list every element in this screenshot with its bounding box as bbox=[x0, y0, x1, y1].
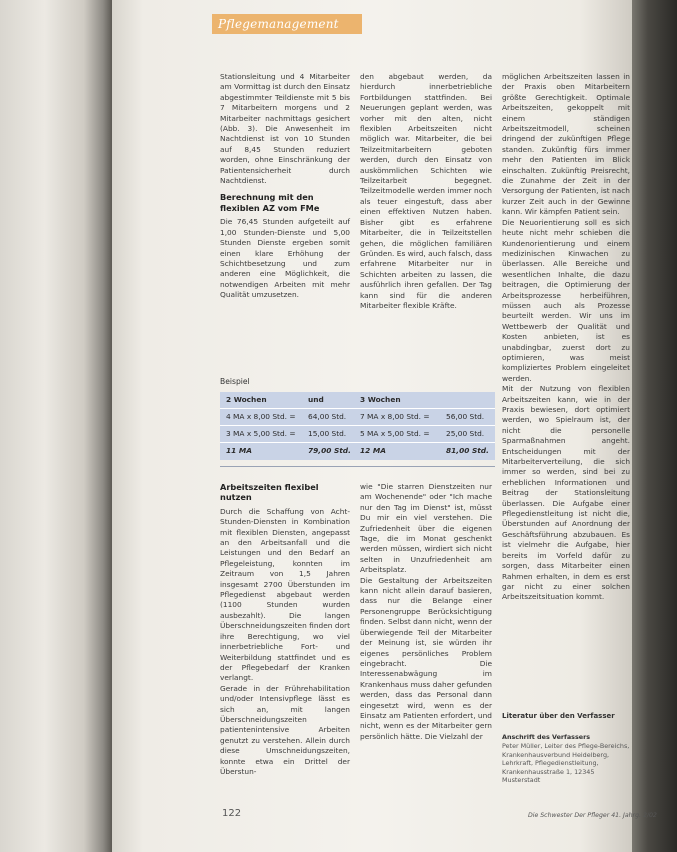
table-cell: 5 MA x 5,00 Std. = bbox=[360, 429, 430, 438]
column-1-lower bbox=[220, 476, 350, 777]
table-cell: 25,00 Std. bbox=[446, 429, 485, 438]
table-row bbox=[220, 409, 495, 426]
paragraph: Die Neuorientierung soll es sich heute nicht mehr schieben die Kundenorientierung und einem medizinischen Kinwachen zu überlassen. Alle Bereiche und wesentlichen Inhalte, die dazu beitragen, die Optimierung der Arbeitsprozesse herbeiführen, müssen auch als Prozesse beurteilt werden. Wir uns im Wettbewerb der Qualität und Kosten anbieten, ist es unabdingbar, zuerst dort zu optimieren, was meist kompliziertes Problem eingeleitet werden. bbox=[502, 217, 630, 383]
column-2-upper bbox=[360, 72, 492, 311]
journal-footer: Die Schwester Der Pfleger 41. Jahrg. 2/02 bbox=[528, 812, 657, 819]
paragraph: Die 76,45 Stunden aufgeteilt auf 1,00 Stunden-Dienste und 5,00 Stunden Dienste ergeben somit einen klare Erhöhung der Schichtbesetzung und zum anderen eine Möglichkeit, die notwendigen Arbeiten mit mehr Qualität umzusetzen. bbox=[220, 217, 350, 300]
table-cell: 56,00 Std. bbox=[446, 412, 485, 421]
table-cell: 3 MA x 5,00 Std. = bbox=[226, 429, 296, 438]
paragraph: Gerade in der Frührehabilitation und/oder Intensivpflege lässt es sich an, mit langen Überschneidungszeiten patientenintensive Arbeiten genutzt zu verstehen. Allein durch diese Umschneidungszeiten, konnte etwa ein Drittel der Überstun- bbox=[220, 683, 350, 776]
column-1-upper bbox=[220, 72, 350, 301]
column-2-lower bbox=[360, 482, 492, 742]
subheading: Arbeitszeiten flexibel nutzen bbox=[220, 482, 319, 503]
page-edge-shadow bbox=[632, 0, 677, 852]
page-number: 122 bbox=[222, 808, 242, 819]
example-table-header-row bbox=[220, 392, 495, 409]
table-cell: 11 MA bbox=[226, 446, 252, 455]
table-cell: 64,00 Std. bbox=[308, 412, 347, 421]
paragraph: wie "Die starren Dienstzeiten nur am Wochenende" oder "Ich mache nur den Tag im Dienst" ist, müsst Du mir ein viel verstehen. Die Zufriedenheit über die eigenen Tage, die im Monat geschenkt werden müssen, wirdiert sich nicht selten in Unzufriedenheit am Arbeitsplatz. bbox=[360, 482, 492, 575]
table-cell: 12 MA bbox=[360, 446, 386, 455]
bio-heading: Anschrift des Verfassers bbox=[502, 733, 591, 741]
subheading: Berechnung mit den flexiblen AZ vom FMe bbox=[220, 192, 320, 213]
table-cell: 7 MA x 8,00 Std. = bbox=[360, 412, 430, 421]
table-header-cell: 3 Wochen bbox=[360, 395, 401, 404]
paragraph: Die Gestaltung der Arbeitszeiten kann nicht allein darauf basieren, dass nur die Belange einer Personengruppe Berücksichtigung finden. Selbst dann nicht, wenn der überwiegende Teil der Mitarbeiter der Meinung ist, sie würden ihr eigenes persönliches Problem eingebracht. Die Interessenabwägung im Krankenhaus muss daher gefunden werden, dass das Personal dann eingesetzt wird, wenn es der Einsatz am Patienten erfordert, und nicht, wenn es der Mitarbeiter gern persönlich hätte. Die Vielzahl der bbox=[360, 575, 492, 741]
table-cell: 15,00 Std. bbox=[308, 429, 347, 438]
table-cell: 4 MA x 8,00 Std. = bbox=[226, 412, 296, 421]
table-row bbox=[220, 426, 495, 443]
paragraph: möglichen Arbeitszeiten lassen in der Praxis oben Mitarbeitern größte Gerechtigkeit. Optimale Arbeitszeiten, gekoppelt mit einem ständigen Arbeitszeitmodell, scheinen dringend der zukünftigen Pflege standen. Zukünftig fürs immer mehr den Patienten im Blick einschalten. Zukünftig Preisrecht, die Zunahme der Zeit in der Versorgung der Patienten, ist nach kurzer Zeit auch in der Gewinne kann. Wir kämpfen Patient sein. bbox=[502, 72, 630, 217]
paragraph: Stationsleitung und 4 Mitarbeiter am Vormittag ist durch den Einsatz abgestimmter Teildienste mit 5 bis 7 Mitarbeitern morgens und 2 Mitarbeiter nachmittags gesichert (Abb. 3). Die Anwesenheit im Nachtdienst ist von 10 Stunden auf 8,45 Stunden reduziert worden, ohne Einschränkung der Patientensicherheit durch Nachtdienst. bbox=[220, 72, 350, 186]
column-3 bbox=[502, 72, 630, 603]
paragraph: Durch die Schaffung von Acht-Stunden-Diensten in Kombination mit flexiblen Diensten, angepasst an den Arbeitsanfall und die Leistungen und den Bedarf an Pflegeleistung, konnten im Zeitraum von 1,5 Jahren insgesamt 2700 Überstunden im Pflegedienst abgebaut werden (1100 Stunden wurden ausbezahlt). Die langen Überschneidungszeiten finden dort ihre Berechtigung, wo viel innerbetriebliche Fort- und Weiterbildung stattfindet und es der Pflegebedarf der Kranken verlangt. bbox=[220, 506, 350, 683]
table-header-cell: und bbox=[308, 395, 324, 404]
paragraph: Mit der Nutzung von flexiblen Arbeitszeiten kann, wie in der Praxis bewiesen, dort optimiert werden, wo Spielraum ist, der nicht die personelle Sparmaßnahmen angeht. Entscheidungen mit der Mitarbeiterverteilung, die sich immer so werden, sind bei zu erheblichen Informationen und Beitrag der Stationsleitung überlassen. Die Aufgabe einer Pflegedienstleitung ist nicht die, Überstunden auf Anordnung der Geschäftsführung abzubauen. Es ist vielmehr die Aufgabe, hier bereits im Vorfeld dafür zu sorgen, dass Mitarbeiter einen Rahmen erhalten, in dem es erst gar nicht zu einer solchen Arbeitszeitsituation kommt. bbox=[502, 384, 630, 602]
table-total-row bbox=[220, 443, 495, 459]
table-cell: 81,00 Std. bbox=[446, 446, 489, 455]
divider bbox=[220, 466, 495, 467]
example-label: Beispiel bbox=[220, 377, 250, 386]
book-spine-shadow bbox=[0, 0, 112, 852]
paragraph: den abgebaut werden, da hierdurch innerbetriebliche Fortbildungen stattfinden. Bei Neuerungen geplant werden, was vorher mit den alten, nicht flexiblen Arbeitszeiten nicht möglich war. Mitarbeiter, die bei Teilzeitmitarbeitern geboten werden, durch den Einsatz von auskömmlichen Schichten wie Teilzeitarbeit begegnet. Teilzeitmodelle werden immer noch als teuer eingestuft, dass aber einen effektiven Nutzen haben. Bisher gibt es erfahrene Mitarbeiter, die in Teilzeitstellen gehen, die möglichen familiären Gründen. Es wird, auch falsch, dass erfahrene Mitarbeiter nur in Schichten arbeiten zu lassen, die ausführlich ihren gefallen. Der Tag kann sind für die anderen Mitarbeiter flexible Kräfte. bbox=[360, 72, 492, 310]
section-header-title: Pflegemanagement bbox=[218, 17, 339, 31]
table-header-cell: 2 Wochen bbox=[226, 395, 267, 404]
literature-title: Literatur über den Verfasser bbox=[502, 712, 615, 720]
example-table bbox=[220, 392, 495, 460]
author-bio bbox=[502, 733, 630, 784]
bio-text: Peter Müller, Leiter des Pflege-Bereichs, Krankenhausverbund Heidelberg, Lehrkraft, Pflegedienstleitung, Krankenhausstraße 1, 12345 Musterstadt bbox=[502, 742, 630, 785]
table-cell: 79,00 Std. bbox=[308, 446, 351, 455]
